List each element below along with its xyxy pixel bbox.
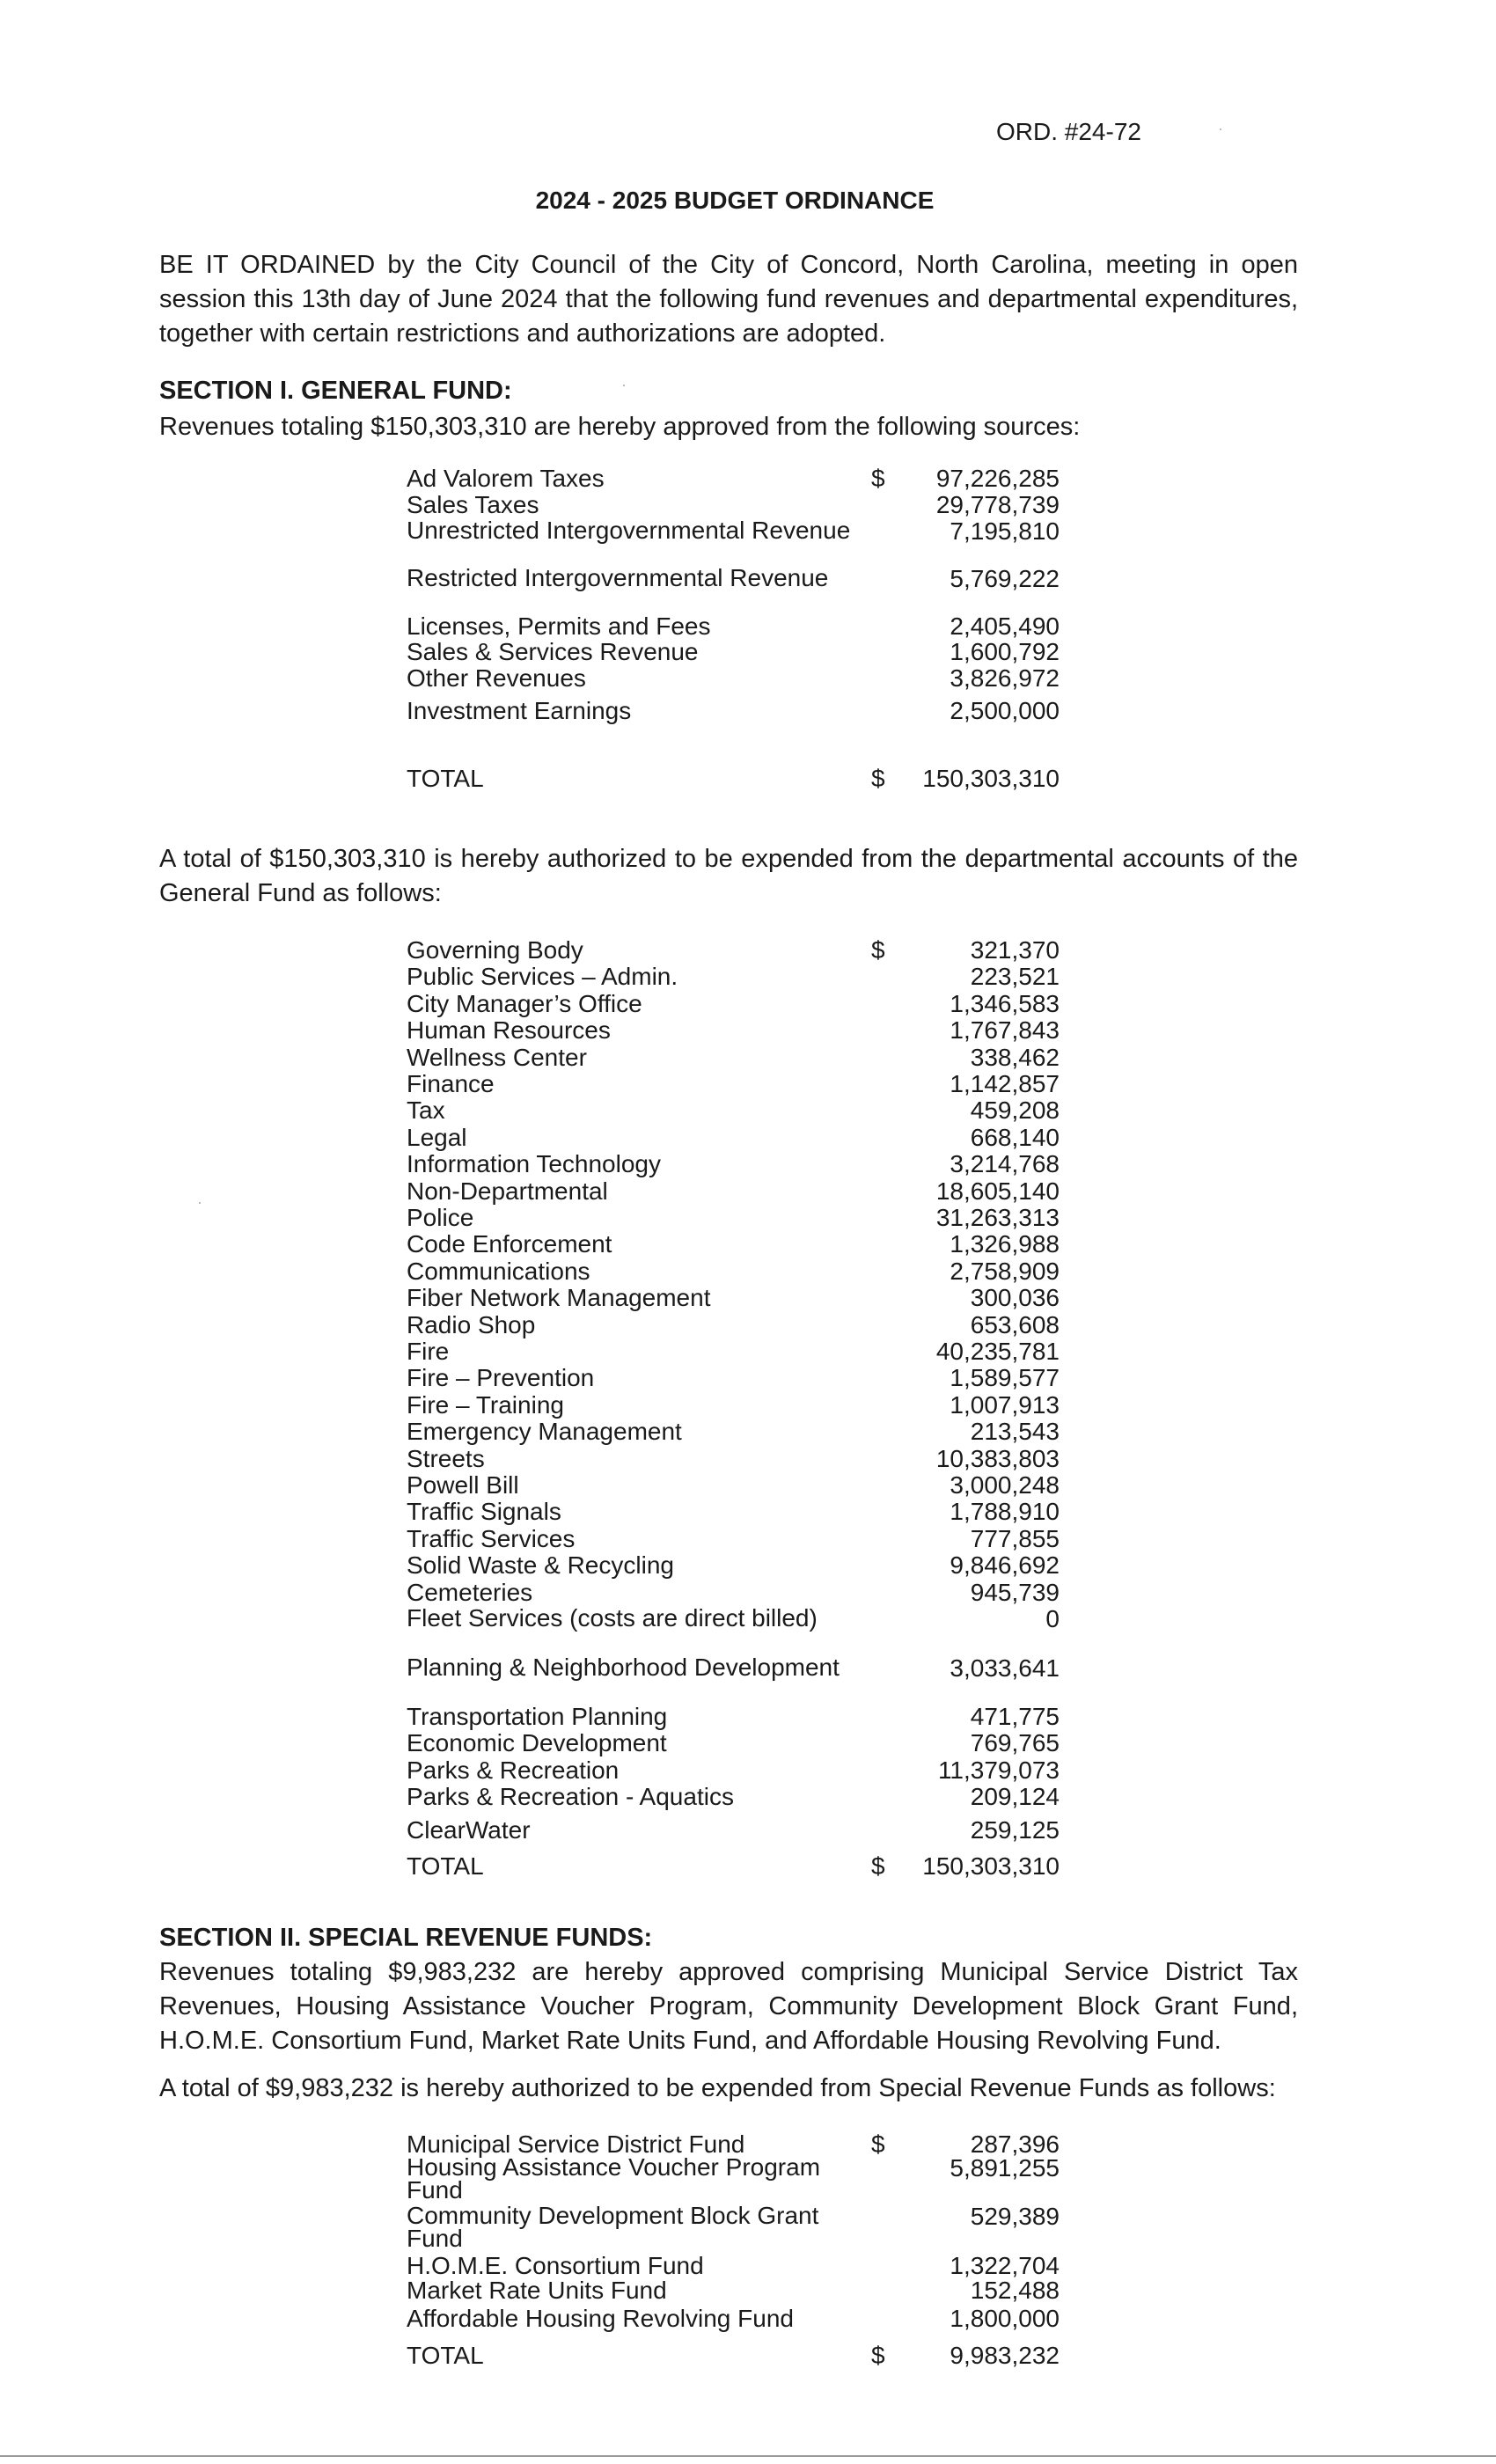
table-row xyxy=(407,2306,1060,2333)
row-label: Traffic Services xyxy=(407,1524,576,1552)
row-amount: 777,855 xyxy=(970,1524,1060,1552)
table-row xyxy=(407,1390,1060,1419)
row-amount: 321,370 xyxy=(970,936,1060,964)
row-label: Sales Taxes xyxy=(407,491,539,518)
row-label: Parks & Recreation - Aquatics xyxy=(407,1783,734,1811)
currency-symbol: $ xyxy=(871,765,885,792)
row-amount: 2,500,000 xyxy=(950,697,1060,724)
page-bottom-rule xyxy=(0,2455,1496,2457)
table-row xyxy=(407,564,1060,593)
row-amount: 1,788,910 xyxy=(950,1498,1060,1526)
table-row xyxy=(407,1473,1060,1500)
table-row xyxy=(407,1366,1060,1392)
table-row xyxy=(407,1500,1060,1526)
row-label: Sales & Services Revenue xyxy=(407,638,699,665)
row-label: Ad Valorem Taxes xyxy=(407,465,605,492)
row-amount: 287,396 xyxy=(970,2130,1060,2158)
intro-paragraph: BE IT ORDAINED by the City Council of the City of Concord, North Carolina, meeting in open session this 13th day of June 2024 that the following fund revenues and departmental expenditures, together with certain restrictions and authorizations are adopted. xyxy=(159,251,1298,348)
row-amount: 1,142,857 xyxy=(950,1070,1060,1097)
row-amount: 5,769,222 xyxy=(950,565,1060,592)
table-row xyxy=(407,1580,1060,1607)
row-label: Other Revenues xyxy=(407,664,586,692)
table-row xyxy=(407,1123,1060,1152)
row-amount: 1,322,704 xyxy=(950,2252,1060,2279)
table-row xyxy=(407,964,1060,991)
row-amount: 97,226,285 xyxy=(935,465,1060,492)
row-amount: 459,208 xyxy=(970,1096,1060,1125)
table-row xyxy=(407,1179,1060,1206)
row-label: Municipal Service District Fund xyxy=(407,2130,745,2158)
row-amount: 11,379,073 xyxy=(937,1756,1060,1784)
table-total-row xyxy=(407,766,1060,793)
row-label: Legal xyxy=(407,1123,467,1151)
row-label: Affordable Housing Revolving Fund xyxy=(407,2305,794,2332)
row-amount: 0 xyxy=(1045,1605,1060,1632)
row-amount: 2,758,909 xyxy=(950,1257,1060,1285)
page-title: 2024 - 2025 BUDGET ORDINANCE xyxy=(535,187,935,214)
table-row xyxy=(407,1785,1060,1811)
currency-symbol: $ xyxy=(871,1852,885,1880)
table-row xyxy=(407,1286,1060,1312)
row-label: Economic Development xyxy=(407,1729,667,1757)
row-label: Restricted Intergovernmental Revenue xyxy=(407,564,829,591)
table-row xyxy=(407,1524,1060,1553)
row-label: Housing Assistance Voucher Program Fund xyxy=(407,2153,821,2204)
table-row xyxy=(407,1098,1060,1125)
row-label: Community Development Block Grant Fund xyxy=(407,2202,819,2252)
row-label: Traffic Signals xyxy=(407,1498,561,1526)
row-label: Solid Waste & Recycling xyxy=(407,1551,674,1580)
table-row xyxy=(407,989,1060,1018)
row-label: Fire – Training xyxy=(407,1390,564,1419)
row-amount: 29,778,739 xyxy=(935,491,1060,518)
row-label: Fleet Services (costs are direct billed) xyxy=(407,1604,818,1632)
currency-symbol: $ xyxy=(871,465,885,492)
row-amount: 769,765 xyxy=(970,1729,1060,1757)
table-row xyxy=(407,2153,1060,2204)
row-amount: 9,983,232 xyxy=(950,2342,1060,2369)
table-row xyxy=(407,466,1060,493)
section-1-heading: SECTION I. GENERAL FUND: xyxy=(159,377,512,405)
table-row xyxy=(407,519,1060,546)
row-label: Unrestricted Intergovernmental Revenue xyxy=(407,517,851,544)
table-row xyxy=(407,1206,1060,1232)
table-row xyxy=(407,1553,1060,1580)
table-row xyxy=(407,1656,1060,1683)
row-amount: 213,543 xyxy=(970,1418,1060,1446)
row-label: ClearWater xyxy=(407,1815,531,1844)
row-label: Parks & Recreation xyxy=(407,1756,620,1784)
row-amount: 338,462 xyxy=(970,1043,1060,1071)
row-label: TOTAL xyxy=(407,2342,484,2369)
row-amount: 152,488 xyxy=(970,2277,1060,2304)
table-row xyxy=(407,938,1060,964)
row-amount: 10,383,803 xyxy=(935,1444,1060,1472)
currency-symbol: $ xyxy=(871,2130,885,2158)
table-row xyxy=(407,1310,1060,1339)
table-row xyxy=(407,1339,1060,1366)
row-label: Communications xyxy=(407,1257,590,1285)
row-amount: 150,303,310 xyxy=(922,1852,1060,1880)
row-label: Information Technology xyxy=(407,1150,661,1178)
section-1-expenditure-intro: A total of $150,303,310 is hereby authorized to be expended from the departmental accounts of the General Fund as follows: xyxy=(159,845,1298,907)
row-amount: 1,326,988 xyxy=(950,1230,1060,1258)
row-label: Investment Earnings xyxy=(407,697,632,724)
row-label: Tax xyxy=(407,1096,445,1125)
row-amount: 9,846,692 xyxy=(950,1551,1060,1580)
row-label: Emergency Management xyxy=(407,1418,682,1446)
section-2-heading: SECTION II. SPECIAL REVENUE FUNDS: xyxy=(159,1924,653,1952)
row-amount: 2,405,490 xyxy=(950,612,1060,640)
row-amount: 529,389 xyxy=(970,2203,1060,2230)
table-row xyxy=(407,2278,1060,2305)
row-amount: 668,140 xyxy=(970,1123,1060,1151)
row-label: Code Enforcement xyxy=(407,1230,612,1258)
currency-symbol: $ xyxy=(871,2342,885,2369)
row-amount: 945,739 xyxy=(970,1578,1060,1606)
table-row xyxy=(407,1815,1060,1844)
table-row xyxy=(407,1045,1060,1072)
table-row xyxy=(407,1232,1060,1258)
row-amount: 259,125 xyxy=(970,1815,1060,1844)
row-amount: 40,235,781 xyxy=(935,1338,1060,1365)
row-amount: 1,007,913 xyxy=(950,1390,1060,1419)
row-label: H.O.M.E. Consortium Fund xyxy=(407,2252,704,2279)
row-amount: 1,800,000 xyxy=(950,2305,1060,2332)
row-amount: 7,195,810 xyxy=(950,517,1060,545)
table-row xyxy=(407,1705,1060,1731)
table-total-row xyxy=(407,2343,1060,2370)
row-label: Licenses, Permits and Fees xyxy=(407,612,711,640)
row-label: TOTAL xyxy=(407,765,484,792)
row-amount: 31,263,313 xyxy=(935,1204,1060,1231)
table-row xyxy=(407,1444,1060,1473)
row-label: Fire xyxy=(407,1338,450,1365)
table-row xyxy=(407,666,1060,693)
row-amount: 3,000,248 xyxy=(950,1471,1060,1499)
row-label: Fiber Network Management xyxy=(407,1284,711,1312)
row-amount: 18,605,140 xyxy=(935,1177,1060,1205)
row-label: Transportation Planning xyxy=(407,1703,668,1730)
row-amount: 5,891,255 xyxy=(950,2154,1060,2182)
table-total-row xyxy=(407,1854,1060,1881)
table-row xyxy=(407,1152,1060,1178)
ordinance-number: ORD. #24-72 xyxy=(996,118,1141,145)
row-label: Non-Departmental xyxy=(407,1177,608,1205)
currency-symbol: $ xyxy=(871,936,885,964)
row-label: Fire – Prevention xyxy=(407,1364,595,1392)
table-row xyxy=(407,699,1060,725)
row-label: Governing Body xyxy=(407,936,583,964)
row-amount: 653,608 xyxy=(970,1310,1060,1338)
row-amount: 223,521 xyxy=(970,963,1060,991)
table-row xyxy=(407,2202,1060,2252)
row-label: TOTAL xyxy=(407,1852,484,1880)
row-label: Police xyxy=(407,1204,474,1231)
row-label: Human Resources xyxy=(407,1016,611,1045)
row-label: City Manager’s Office xyxy=(407,989,642,1017)
row-amount: 471,775 xyxy=(970,1703,1060,1730)
section-2-expenditure-intro: A total of $9,983,232 is hereby authorized to be expended from Special Revenue Funds as follows: xyxy=(159,2074,1276,2102)
row-label: Market Rate Units Fund xyxy=(407,2277,667,2304)
row-label: Radio Shop xyxy=(407,1310,536,1338)
scan-speck xyxy=(199,1202,201,1204)
row-amount: 3,826,972 xyxy=(950,664,1060,692)
row-amount: 150,303,310 xyxy=(922,765,1060,792)
row-label: Wellness Center xyxy=(407,1043,587,1071)
table-row xyxy=(407,640,1060,666)
row-amount: 300,036 xyxy=(970,1284,1060,1312)
row-label: Public Services – Admin. xyxy=(407,963,678,991)
section-2-revenue-intro: Revenues totaling $9,983,232 are hereby approved comprising Municipal Service District Tax Revenues, Housing Assistance Voucher Program, Community Development Block Grant Fund, H.O.M.E. Consortium Fund, Market Rate Units Fund, and Affordable Housing Revolving Fund. xyxy=(159,1958,1298,2055)
row-amount: 1,600,792 xyxy=(950,638,1060,665)
table-row xyxy=(407,1419,1060,1446)
row-label: Planning & Neighborhood Development xyxy=(407,1654,840,1681)
table-row xyxy=(407,1018,1060,1045)
row-label: Streets xyxy=(407,1444,485,1472)
table-row xyxy=(407,614,1060,641)
scan-speck xyxy=(623,385,625,386)
scan-speck xyxy=(1220,128,1221,130)
table-row xyxy=(407,1731,1060,1757)
row-amount: 3,033,641 xyxy=(950,1654,1060,1682)
table-row xyxy=(407,1072,1060,1098)
table-row xyxy=(407,493,1060,519)
table-row xyxy=(407,1604,1060,1633)
table-row xyxy=(407,1758,1060,1785)
row-label: Powell Bill xyxy=(407,1471,519,1499)
row-amount: 1,346,583 xyxy=(950,989,1060,1017)
table-row xyxy=(407,1259,1060,1286)
row-label: Cemeteries xyxy=(407,1578,533,1606)
row-label: Finance xyxy=(407,1070,495,1097)
row-amount: 1,589,577 xyxy=(950,1364,1060,1392)
row-amount: 3,214,768 xyxy=(950,1150,1060,1178)
row-amount: 1,767,843 xyxy=(950,1016,1060,1045)
row-amount: 209,124 xyxy=(970,1783,1060,1811)
section-1-revenue-intro: Revenues totaling $150,303,310 are hereby approved from the following sources: xyxy=(159,413,1081,441)
